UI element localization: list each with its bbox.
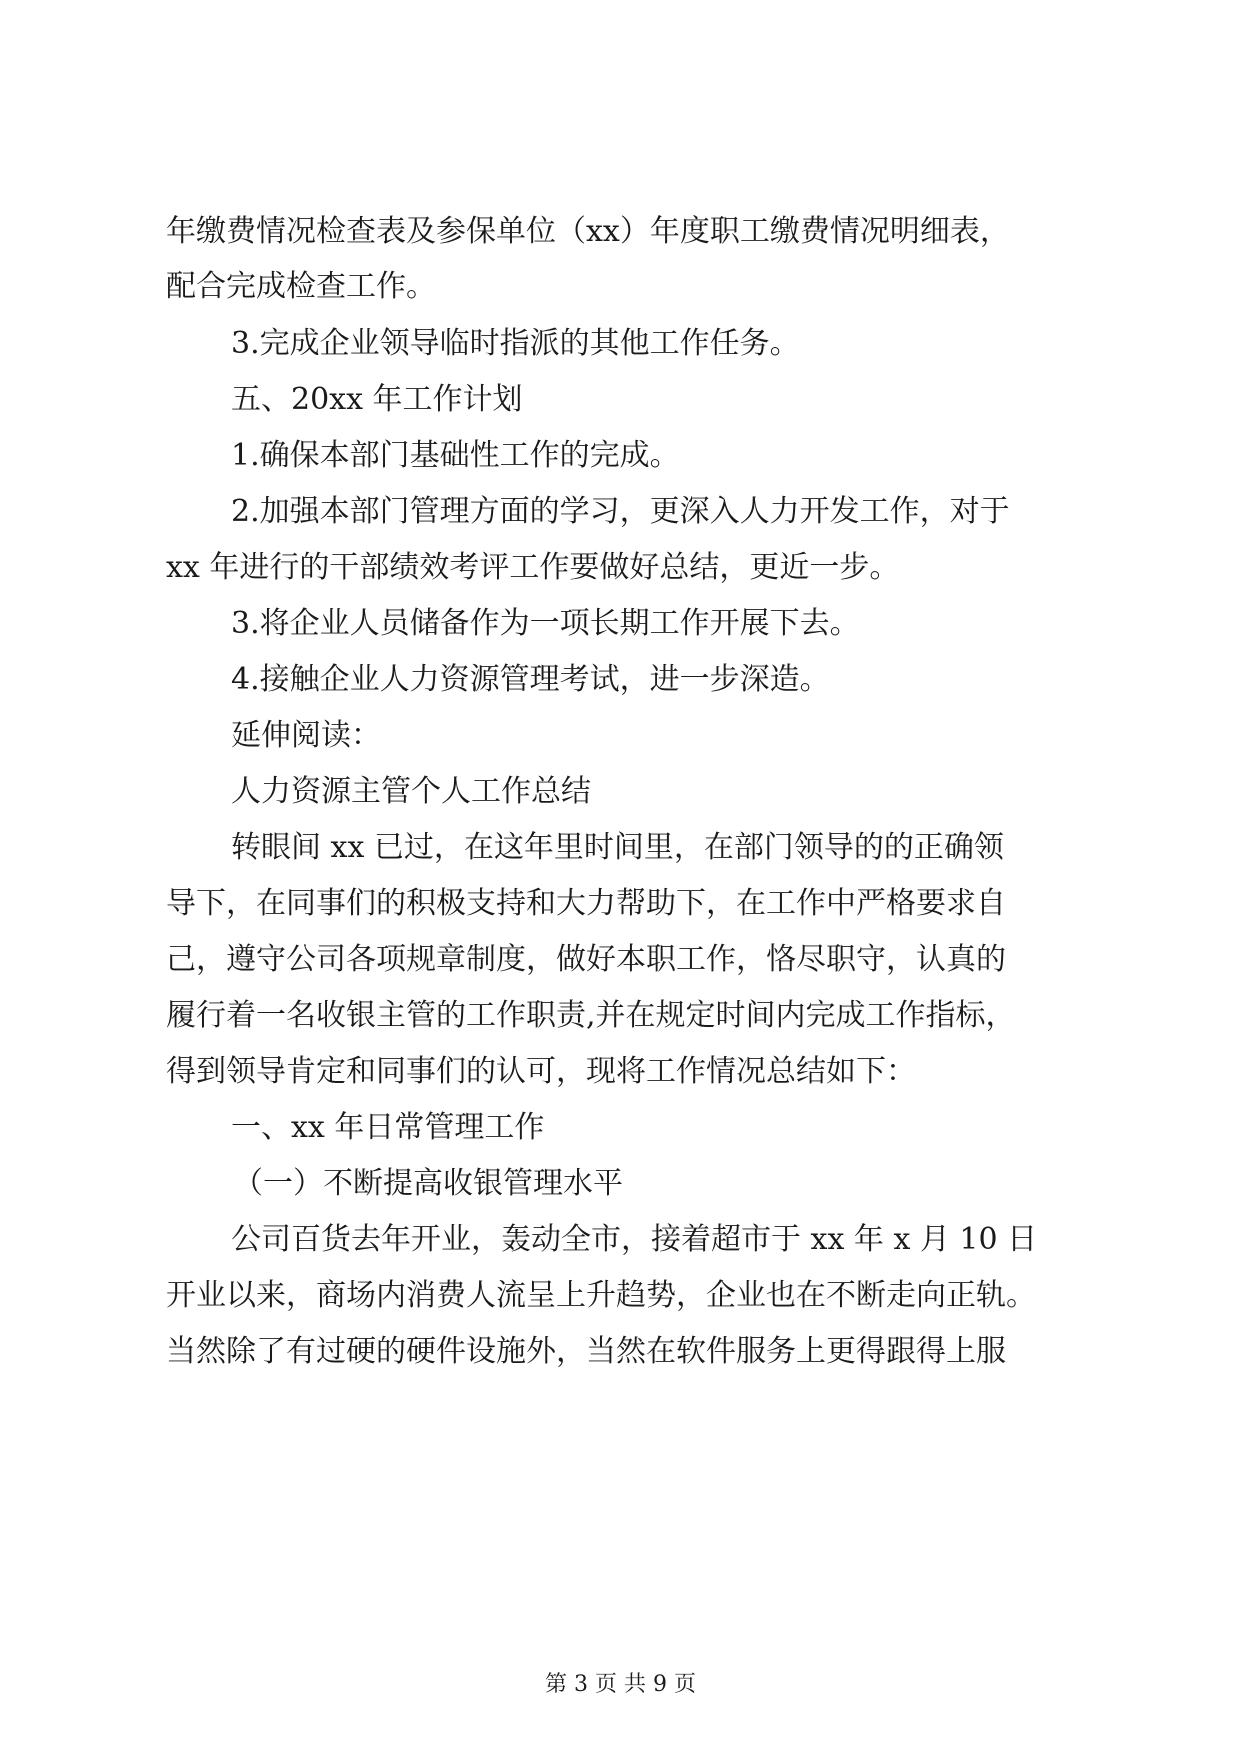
paragraph-line: 己，遵守公司各项规章制度，做好本职工作，恪尽职守，认真的	[166, 942, 1006, 977]
page-number-footer: 第 3 页 共 9 页	[545, 1672, 696, 1697]
paragraph-line: 年缴费情况检查表及参保单位（xx）年度职工缴费情况明细表，	[166, 214, 1010, 249]
list-item: 3.完成企业领导临时指派的其他工作任务。	[231, 326, 800, 361]
list-item: 1.确保本部门基础性工作的完成。	[231, 438, 680, 473]
paragraph-line: 履行着一名收银主管的工作职责,并在规定时间内完成工作指标，	[166, 998, 1016, 1033]
paragraph-line: 导下，在同事们的积极支持和大力帮助下，在工作中严格要求自	[166, 886, 1006, 921]
list-item: 4.接触企业人力资源管理考试，进一步深造。	[231, 662, 830, 697]
paragraph-line: 转眼间 xx 已过，在这年里时间里，在部门领导的的正确领	[231, 830, 1004, 865]
list-item: 2.加强本部门管理方面的学习，更深入人力开发工作，对于	[231, 494, 1010, 529]
paragraph-line: 配合完成检查工作。	[166, 269, 436, 304]
section-heading: 五、20xx 年工作计划	[231, 382, 523, 417]
paragraph-line: 公司百货去年开业，轰动全市，接着超市于 xx 年 x 月 10 日	[231, 1222, 1038, 1257]
section-heading: 一、xx 年日常管理工作	[231, 1110, 545, 1145]
section-heading: 延伸阅读：	[231, 718, 381, 753]
article-title: 人力资源主管个人工作总结	[231, 774, 591, 809]
paragraph-line: 得到领导肯定和同事们的认可，现将工作情况总结如下：	[166, 1054, 916, 1089]
paragraph-line: xx 年进行的干部绩效考评工作要做好总结，更近一步。	[166, 550, 900, 585]
paragraph-line: 开业以来，商场内消费人流呈上升趋势，企业也在不断走向正轨。	[166, 1278, 1036, 1313]
paragraph-line: 当然除了有过硬的硬件设施外，当然在软件服务上更得跟得上服	[166, 1334, 1006, 1369]
subsection-heading: （一）不断提高收银管理水平	[233, 1166, 623, 1201]
list-item: 3.将企业人员储备作为一项长期工作开展下去。	[231, 606, 860, 641]
